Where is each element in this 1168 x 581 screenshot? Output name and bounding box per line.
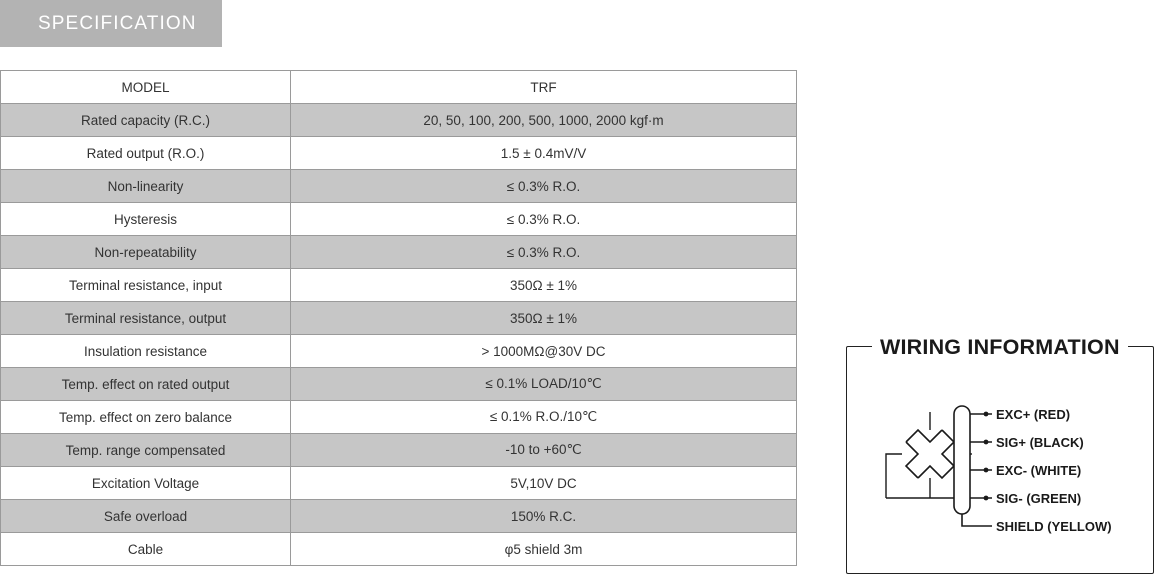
spec-value-cell: 350Ω ± 1%	[291, 269, 797, 302]
section-heading-banner	[0, 0, 222, 47]
spec-value-cell: -10 to +60℃	[291, 434, 797, 467]
page-title: SPECIFICATION	[38, 12, 197, 34]
table-row	[1, 434, 797, 467]
wire-label-shield: SHIELD (YELLOW)	[996, 519, 1112, 534]
spec-label-cell: MODEL	[1, 71, 291, 104]
spec-label-cell: Temp. effect on zero balance	[1, 401, 291, 434]
spec-value-cell: ≤ 0.3% R.O.	[291, 170, 797, 203]
table-row	[1, 533, 797, 566]
spec-label-cell: Hysteresis	[1, 203, 291, 236]
table-row	[1, 71, 797, 104]
table-row	[1, 302, 797, 335]
table-row	[1, 236, 797, 269]
spec-label-cell: Safe overload	[1, 500, 291, 533]
table-row	[1, 368, 797, 401]
wire-label-exc-minus: EXC- (WHITE)	[996, 463, 1082, 478]
table-row	[1, 335, 797, 368]
spec-label-cell: Terminal resistance, output	[1, 302, 291, 335]
specification-table-body	[1, 71, 797, 566]
table-row	[1, 104, 797, 137]
spec-label-cell: Rated output (R.O.)	[1, 137, 291, 170]
wire-label-sig-plus: SIG+ (BLACK)	[996, 435, 1084, 450]
spec-label-cell: Rated capacity (R.C.)	[1, 104, 291, 137]
table-row	[1, 170, 797, 203]
spec-label-cell: Temp. range compensated	[1, 434, 291, 467]
specification-table	[0, 70, 797, 566]
spec-value-cell: ≤ 0.3% R.O.	[291, 236, 797, 269]
spec-value-cell: 5V,10V DC	[291, 467, 797, 500]
wiring-information-block	[846, 336, 1154, 574]
spec-value-cell: > 1000MΩ@30V DC	[291, 335, 797, 368]
table-row	[1, 401, 797, 434]
spec-value-cell: 150% R.C.	[291, 500, 797, 533]
spec-value-cell: 350Ω ± 1%	[291, 302, 797, 335]
spec-label-cell: Non-repeatability	[1, 236, 291, 269]
spec-value-cell: φ5 shield 3m	[291, 533, 797, 566]
spec-value-cell: ≤ 0.1% R.O./10℃	[291, 401, 797, 434]
table-row	[1, 467, 797, 500]
wire-label-sig-minus: SIG- (GREEN)	[996, 491, 1082, 506]
table-row	[1, 500, 797, 533]
spec-label-cell: Cable	[1, 533, 291, 566]
table-row	[1, 269, 797, 302]
table-row	[1, 203, 797, 236]
spec-value-cell: ≤ 0.3% R.O.	[291, 203, 797, 236]
table-row	[1, 137, 797, 170]
spec-label-cell: Excitation Voltage	[1, 467, 291, 500]
wiring-diagram	[846, 346, 1154, 574]
spec-value-cell: 1.5 ± 0.4mV/V	[291, 137, 797, 170]
spec-value-cell: 20, 50, 100, 200, 500, 1000, 2000 kgf·m	[291, 104, 797, 137]
spec-label-cell: Terminal resistance, input	[1, 269, 291, 302]
wire-label-exc-plus: EXC+ (RED)	[996, 407, 1071, 422]
spec-value-cell: TRF	[291, 71, 797, 104]
spec-value-cell: ≤ 0.1% LOAD/10℃	[291, 368, 797, 401]
spec-label-cell: Non-linearity	[1, 170, 291, 203]
spec-label-cell: Insulation resistance	[1, 335, 291, 368]
wiring-title: WIRING INFORMATION	[872, 336, 1128, 358]
spec-label-cell: Temp. effect on rated output	[1, 368, 291, 401]
